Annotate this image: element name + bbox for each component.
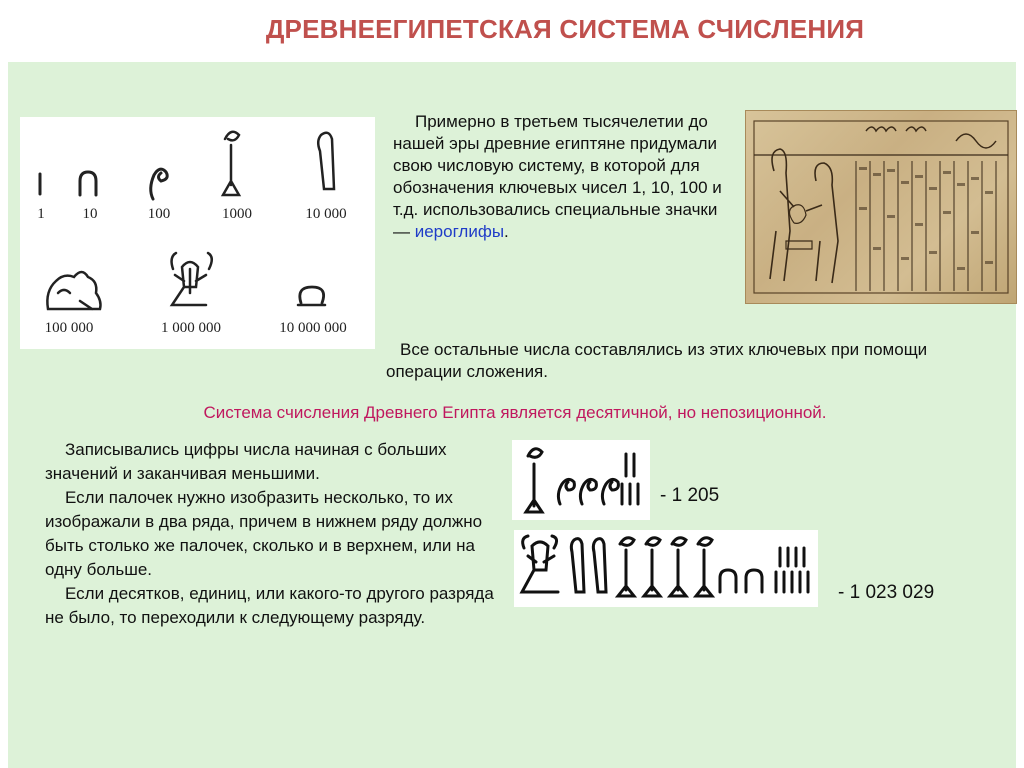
example-1023029-value: - 1 023 029	[838, 582, 935, 603]
glyph-label-10000: 10 000	[305, 206, 347, 222]
finger-glyph-icon	[593, 539, 606, 592]
papyrus-image	[745, 110, 1017, 304]
heel-bone-glyph-icon	[746, 570, 762, 592]
lotus-glyph-icon	[526, 449, 542, 512]
glyph-label-10000000: 10 000 000	[279, 320, 347, 336]
lotus-glyph-icon	[223, 132, 239, 195]
lotus-glyph-icon	[670, 538, 686, 596]
page-title: ДРЕВНЕЕГИПЕТСКАЯ СИСТЕМА СЧИСЛЕНИЯ	[265, 14, 865, 44]
intro-paragraph	[393, 111, 738, 243]
rule-strokes: Если палочек нужно изобразить несколько, то их изображали в два ряда, причем в нижнем ряду должно быть столько же палочек, сколько и в верхнем, или на одну больше.	[45, 488, 483, 579]
glyph-label-1: 1	[37, 206, 45, 222]
finger-glyph-icon	[571, 539, 584, 592]
glyph-label-10: 10	[82, 206, 98, 222]
intro-end: .	[504, 222, 509, 241]
sun-glyph-icon	[300, 287, 324, 303]
hieroglyphs-link[interactable]: иероглифы	[414, 222, 505, 241]
lotus-glyph-icon	[644, 538, 660, 596]
rule-order: Записывались цифры числа начиная с больших значений и заканчивая меньшими.	[45, 440, 447, 483]
lotus-glyph-icon	[696, 538, 712, 596]
rule-skip: Если десятков, единиц, или какого-то другого разряда не было, то переходили к следующему разряду.	[45, 584, 494, 627]
heel-bone-glyph-icon	[80, 172, 96, 195]
papyrus-drawing	[746, 111, 1016, 303]
example-1023029-glyphs	[514, 530, 818, 607]
example-1023029-image	[514, 530, 818, 607]
hieroglyph-table	[20, 117, 375, 349]
example-1205-value: - 1 205	[660, 485, 720, 506]
frog-glyph-icon	[47, 272, 100, 309]
addition-paragraph: Все остальные числа составлялись из этих ключевых при помощи операции сложения.	[386, 340, 928, 381]
heh-god-glyph-icon	[172, 253, 212, 305]
glyph-label-100000: 100 000	[44, 320, 94, 336]
coil-rope-glyph-icon	[558, 479, 574, 504]
glyph-label-100: 100	[147, 206, 171, 222]
coil-rope-glyph-icon	[151, 169, 168, 199]
coil-rope-glyph-icon	[602, 479, 618, 504]
finger-glyph-icon	[318, 133, 334, 189]
intro-text: Примерно в третьем тысячелетии до нашей эры древние египтяне придумали свою числовую систему, в которой для обозначения ключевых чисел 1, 10, 100 и т.д. использовались специальные значки —	[393, 112, 722, 241]
glyph-label-1000: 1000	[222, 206, 252, 222]
coil-rope-glyph-icon	[580, 479, 596, 504]
heh-god-glyph-icon	[522, 536, 558, 592]
glyph-label-1000000: 1 000 000	[161, 320, 221, 336]
hieroglyph-drawings	[20, 117, 375, 349]
heel-bone-glyph-icon	[720, 570, 736, 592]
lotus-glyph-icon	[618, 538, 634, 596]
rules-block	[45, 438, 500, 630]
example-1205-glyphs	[512, 440, 650, 520]
example-1205-image	[512, 440, 650, 520]
decimal-note: Система счисления Древнего Египта является десятичной, но непозиционной.	[203, 403, 827, 422]
